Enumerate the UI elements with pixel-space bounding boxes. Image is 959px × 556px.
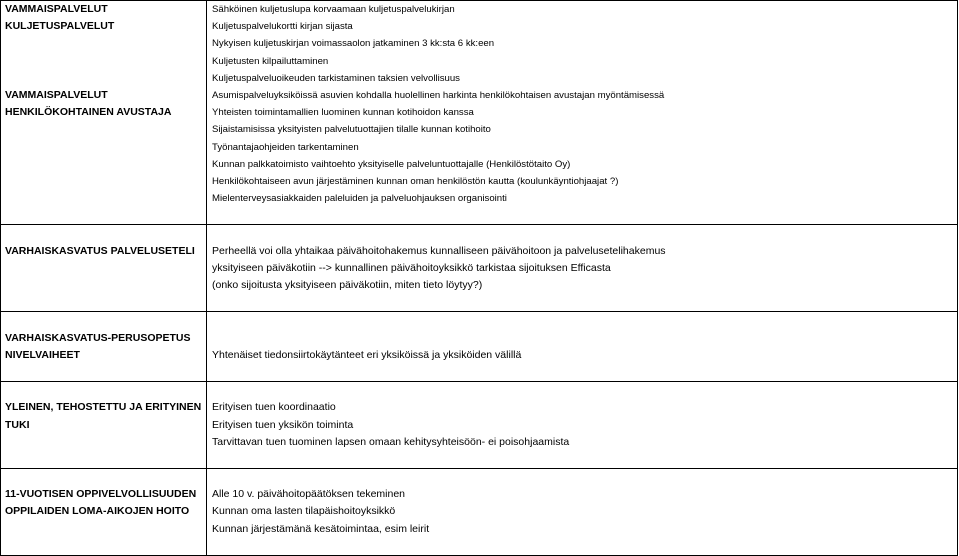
- category-label: [1, 207, 206, 224]
- category-label: VAMMAISPALVELUT: [5, 3, 108, 15]
- items-cell: [207, 469, 958, 556]
- category-label: [1, 538, 206, 555]
- list-item: Erityisen tuen koordinaatio: [212, 401, 336, 414]
- list-item: [207, 469, 957, 486]
- list-item: [207, 364, 957, 381]
- list-item: (onko sijoitusta yksityiseen päiväkotiin, miten tieto löytyy?): [212, 279, 483, 291]
- category-label: [1, 521, 206, 538]
- category-label: [1, 225, 206, 242]
- list-item: Kunnan palkkatoimisto vaihtoehto yksityiselle palveluntuottajalle (Henkilöstötaito Oy): [212, 158, 571, 170]
- list-item: Kunnan oma lasten tilapäishoitoyksikkö: [212, 505, 396, 518]
- table-row: [1, 1, 958, 225]
- list-item: Kunnan järjestämänä kesätoimintaa, esim leirit: [212, 522, 430, 535]
- category-label: [1, 70, 206, 87]
- list-item: Kuljetuspalveluoikeuden tarkistaminen taksien velvollisuus: [212, 72, 460, 84]
- category-label: YLEINEN, TEHOSTETTU JA ERITYINEN: [5, 401, 202, 414]
- table-row: [1, 469, 958, 556]
- list-item: [207, 382, 957, 399]
- list-item: Tarvittavan tuen tuominen lapsen omaan kehitysyhteisöön- ei poisohjaamista: [212, 435, 570, 448]
- category-label: [1, 434, 206, 451]
- list-item: Yhteisten toimintamallien luominen kunnan kotihoidon kanssa: [212, 107, 474, 119]
- list-item: [207, 538, 957, 555]
- list-item: [207, 225, 957, 242]
- table-body: [1, 1, 958, 556]
- category-label: TUKI: [5, 418, 30, 431]
- items-cell: [207, 225, 958, 312]
- list-item: Henkilökohtaiseen avun järjestäminen kunnan oman henkilöstön kautta (koulunkäyntiohjaajat ?): [212, 175, 619, 187]
- category-label: NIVELVAIHEET: [5, 348, 80, 361]
- list-item: Kuljetuspalvelukortti kirjan sijasta: [212, 21, 353, 33]
- category-label: [1, 312, 206, 329]
- list-item: [207, 451, 957, 468]
- category-cell: [1, 469, 207, 556]
- category-label: HENKILÖKOHTAINEN AVUSTAJA: [5, 106, 172, 119]
- items-cell: [207, 382, 958, 469]
- list-item: Perheellä voi olla yhtaikaa päivähoitohakemus kunnalliseen päivähoitoon ja palvelusetelihakemus: [212, 244, 666, 257]
- list-item: [207, 330, 957, 347]
- table-row: [1, 312, 958, 382]
- category-label: [1, 121, 206, 138]
- list-item: Yhtenäiset tiedonsiirtokäytänteet eri yksiköissä ja yksiköiden välillä: [212, 348, 522, 361]
- list-item: [207, 207, 957, 224]
- category-cell: [1, 312, 207, 382]
- category-label: [1, 451, 206, 468]
- list-item: Sijaistamisissa yksityisten palvelutuottajien tilalle kunnan kotihoito: [212, 124, 491, 136]
- list-item: [207, 294, 957, 311]
- category-label: [1, 156, 206, 173]
- items-cell: [207, 1, 958, 225]
- list-item: Mielenterveysasiakkaiden paleluiden ja palveluohjauksen organisointi: [212, 193, 507, 205]
- category-label: VARHAISKASVATUS-PERUSOPETUS: [5, 331, 191, 344]
- category-label: [1, 277, 206, 294]
- category-label: [1, 190, 206, 207]
- list-item: Asumispalveluyksiköissä asuvien kohdalla huolellinen harkinta henkilökohtaisen avustajan myöntämisessä: [212, 89, 665, 101]
- table-row: [1, 382, 958, 469]
- category-label: VARHAISKASVATUS PALVELUSETELI: [5, 244, 195, 257]
- category-label: [1, 469, 206, 486]
- category-label: [1, 294, 206, 311]
- list-item: Erityisen tuen yksikön toiminta: [212, 418, 354, 431]
- items-cell: [207, 312, 958, 382]
- category-cell: [1, 382, 207, 469]
- category-label: OPPILAIDEN LOMA-AIKOJEN HOITO: [5, 505, 190, 518]
- list-item: Kuljetusten kilpailuttaminen: [212, 55, 329, 67]
- list-item: yksityiseen päiväkotiin --> kunnallinen päivähoitoyksikkö tarkistaa sijoituksen Efficasta: [212, 261, 611, 274]
- category-label: [1, 53, 206, 70]
- table-row: [1, 225, 958, 312]
- list-item: Työnantajaohjeiden tarkentaminen: [212, 141, 359, 153]
- category-label: [1, 139, 206, 156]
- category-label: KULJETUSPALVELUT: [5, 20, 115, 33]
- category-label: [1, 382, 206, 399]
- category-cell: [1, 1, 207, 225]
- category-label: VAMMAISPALVELUT: [5, 88, 108, 101]
- category-label: [1, 35, 206, 52]
- list-item: Alle 10 v. päivähoitopäätöksen tekeminen: [212, 488, 406, 501]
- list-item: [207, 312, 957, 329]
- category-label: [1, 173, 206, 190]
- category-cell: [1, 225, 207, 312]
- category-label: [1, 364, 206, 381]
- list-item: Nykyisen kuljetuskirjan voimassaolon jatkaminen 3 kk:sta 6 kk:een: [212, 38, 495, 50]
- category-label: [1, 260, 206, 277]
- list-item: Sähköinen kuljetuslupa korvaamaan kuljetuspalvelukirjan: [212, 4, 455, 15]
- category-label: 11-VUOTISEN OPPIVELVOLLISUUDEN: [5, 488, 197, 501]
